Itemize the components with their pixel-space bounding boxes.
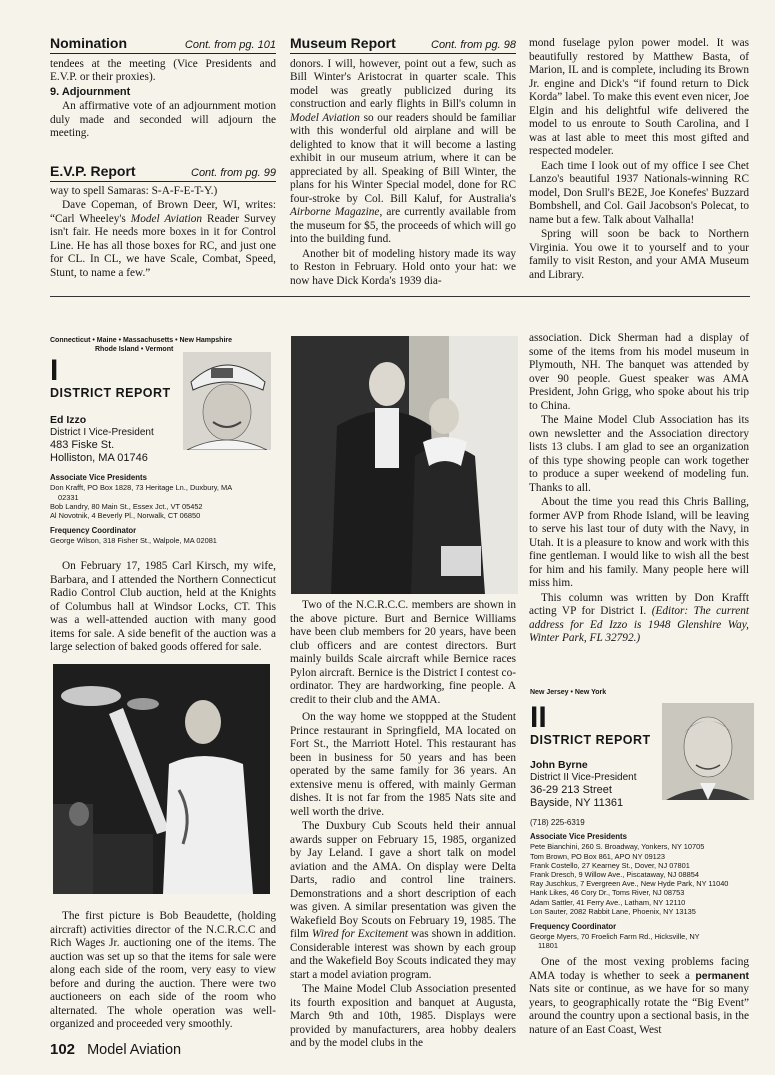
district2-heading: DISTRICT REPORT bbox=[530, 733, 651, 748]
district1-col3-p2: The Maine Model Club Association has its own newsletter and the Association directory lists 13 clubs. I am glad to see an organization of this type showing people can work together to produce a super weekend of modeling fun. Thanks to all. bbox=[529, 414, 749, 494]
auction-photo bbox=[53, 664, 270, 894]
john-byrne-photo bbox=[662, 703, 754, 800]
museum-section bbox=[290, 37, 516, 289]
district1-vp: Ed Izzo District I Vice-President 483 Fiske St. Holliston, MA 01746 bbox=[50, 414, 154, 465]
district1-col2 bbox=[290, 599, 516, 1052]
burt-bernice-photo bbox=[291, 336, 518, 594]
district1-assoc-list: Don Krafft, PO Box 1828, 73 Heritage Ln., Duxbury, MA 02331 Bob Landry, 80 Main St., Essex Jct., VT 05452 Al Novotnik, 4 Beverly Pl., Norwalk, CT 06850 bbox=[50, 483, 233, 521]
district2-freq-label: Frequency Coordinator bbox=[530, 922, 617, 932]
evp-p2: Dave Copeman, of Brown Deer, WI, writes: “Carl Wheeley's Model Aviation Reader Survey isn't fair. He needs more boxes in it for Control Line. He has all those boxes for RC, and just one for CL. In CL, we have Scale, Combat, Speed, Stunt, to name a few.” bbox=[50, 199, 276, 279]
evp-cont: Cont. from pg. 99 bbox=[191, 167, 276, 179]
nomination-item9: 9. Adjournment bbox=[50, 85, 131, 98]
district1-assoc-label: Associate Vice Presidents bbox=[50, 473, 147, 483]
museum-right-p2: Each time I look out of my office I see Chet Lanzo's beautiful 1937 Nationals-winning RC model, Don Srull's BE2E, Joe Konefes' Buzzard Bombshell, and Col. Gail Jacobson's Polecat, to name but a few. Talk about Valhalla! bbox=[529, 159, 749, 226]
district2-assoc-label: Associate Vice Presidents bbox=[530, 832, 627, 842]
district1-col3-p4: This column was written by Don Krafft acting VP for District I. (Editor: The current address for Ed Izzo is 1948 Glenshire Way, Winter Park, FL 32792.) bbox=[529, 591, 749, 644]
district1-col2-p2: On the way home we stoppped at the Student Prince restaurant in Springfield, MA located on Fort St., the Marriott Hotel. This restaurant has been in business for 50 years and has been operated by the same family for 36 years. An extensive menu is offered, with mainly German dishes. It is not far from the 1985 Nats site and well worth the drive. bbox=[290, 711, 516, 818]
district2-p1: One of the most vexing problems facing AMA today is whether to seek a permanent Nats site or continue, as we have for so many years, to geographically rotate the “Big Event” around the country upon a sectional basis, in the nature of an East Coast, West bbox=[529, 956, 749, 1036]
district2-body bbox=[529, 956, 749, 1038]
museum-p2: Another bit of modeling history made its way to Reston in February. Hold onto your hat: we now have Dick Korda's 1939 dia- bbox=[290, 247, 516, 287]
evp-header bbox=[50, 165, 276, 182]
district1-col1-p1: On February 17, 1985 Carl Kirsch, my wife, Barbara, and I attended the Northern Connecticut Radio Control Club auction, held at the Knights of Columbus hall at Windsor Locks, CT. This was a well-attended auction with many good items for sale. A side benefit of the auction was a large selection of baked goods offered for sale. bbox=[50, 560, 276, 653]
district1-col3-p1: association. Dick Sherman had a display of some of the items from his model museum in Plymouth, NH. The banquet was attended by over 90 people. Guest speaker was AMA President, John Grigg, who spoke about his trip to China. bbox=[529, 332, 749, 412]
burt-bernice-picture bbox=[291, 336, 518, 594]
auction-picture bbox=[53, 664, 270, 894]
district1-col1-bottom bbox=[50, 910, 276, 1033]
page-number: 102 bbox=[50, 1041, 76, 1058]
nomination-title: Nomination bbox=[50, 35, 127, 51]
section-divider bbox=[50, 296, 750, 297]
district2-phone: (718) 225-6319 bbox=[530, 818, 585, 828]
district1-states-1: Connecticut • Maine • Massachusetts • New Hampshire bbox=[50, 337, 233, 344]
district2-vp-name: John Byrne bbox=[530, 759, 588, 772]
magazine-name: Model Aviation bbox=[87, 1042, 182, 1058]
district2-assoc-list: Pete Bianchini, 260 S. Broadway, Yonkers, NY 10705 Tom Brown, PO Box 861, APO NY 09123 Frank Costello, 27 Kearney St., Dover, NJ 07801 Frank Dresch, 9 Willow Ave., Piscataway, NJ 08854 Ray Juschkus, 7 Evergreen Ave., New Hyde Park, NY 11040 Hank Likes, 46 Cory Dr., Toms River, NJ 08753 Adam Sattler, 41 Ferry Ave., Latham, NY 12110 Lon Sauter, 2082 Rabbit Lane, Phoenix, NY 13135 bbox=[530, 842, 729, 916]
district1-states-2: Rhode Island • Vermont bbox=[95, 346, 174, 354]
museum-cont: Cont. from pg. 98 bbox=[431, 39, 516, 51]
district1-col1-top bbox=[50, 560, 276, 656]
district1-vp-name: Ed Izzo bbox=[50, 414, 87, 427]
nomination-cont: Cont. from pg. 101 bbox=[184, 39, 276, 51]
museum-right-p1: mond fuselage pylon power model. It was beautifully restored by Matthew Basta, of Marion, IL and is complete, including its Brown Jr. engine and Dick's “if found return to Dick Korda” label. To make this event even nicer, Joe Elgin and his delightful wife delivered the model to us enroute to South Carolina, and I was at last able to meet this most gifted and respected modeler. bbox=[529, 37, 749, 157]
district1-col2-p3: The Duxbury Cub Scouts held their annual awards supper on February 15, 1985, organized by Jay Leland. I gave a short talk on model aviation and the AMA. On display were Delta Darts, radio and control line trainers. Demonstrations and a short description of each was given. A similar presentation was given the Wakefield Boy Scouts on February 19, 1985. The film Wired for Excitement was shown in addition. Considerable interest was shown by each group and the Wakefield Boy Scouts indicated they may start a model aviation program. bbox=[290, 820, 516, 981]
ed-izzo-portrait bbox=[183, 352, 271, 450]
district1-numeral: I bbox=[50, 354, 59, 388]
nomination-header bbox=[50, 37, 276, 54]
district1-freq-label: Frequency Coordinator bbox=[50, 526, 137, 536]
museum-continued bbox=[529, 37, 749, 283]
district2-freq: George Myers, 70 Froelich Farm Rd., Hicksville, NY 11801 bbox=[530, 932, 700, 951]
museum-right-p3: Spring will soon be back to Northern Virginia. You owe it to yourself and to your family to visit Reston, and your AMA Museum and Library. bbox=[529, 228, 749, 281]
district1-col1-p2: The first picture is Bob Beaudette, (holding aircraft) activities director of the N.C.R.C.C and Rich Wages Jr. auctioning one of the items. The auction was set up so that the items for sale were along each side of the room, very easy to view before and during the auction. There were two auctioneers on each side of the room who alternated. The whole operation was well-organized and proceeded very smoothly. bbox=[50, 910, 276, 1030]
nomination-section bbox=[50, 37, 276, 142]
museum-title: Museum Report bbox=[290, 35, 396, 51]
nomination-p1: tendees at the meeting (Vice Presidents and E.V.P. or their proxies). bbox=[50, 57, 276, 83]
evp-section bbox=[50, 165, 276, 281]
district1-col3 bbox=[529, 332, 749, 647]
page-footer bbox=[50, 1041, 181, 1058]
evp-p1: way to spell Samaras: S-A-F-E-T-Y.) bbox=[50, 184, 218, 197]
district1-col2-p4: The Maine Model Club Association presented its fourth exposition and banquet at Augusta, March 9th and 10th, 1985. Displays were provided by manufacturers, area hobby dealers and by the model clubs in the bbox=[290, 983, 516, 1049]
evp-title: E.V.P. Report bbox=[50, 163, 136, 179]
ed-izzo-photo bbox=[183, 352, 271, 450]
district1-col3-p3: About the time you read this Chris Balling, former AVP from Rhode Island, will be leaving to serve his last tour of duty with the Navy, in Utah. It is a pleasure to know and work with this fine gentleman. I would like to wish all the best for him and his family. Many people here will miss him. bbox=[529, 496, 749, 589]
museum-header bbox=[290, 37, 516, 54]
district1-heading: DISTRICT REPORT bbox=[50, 386, 171, 401]
district2-numeral: II bbox=[530, 701, 547, 735]
john-byrne-portrait bbox=[662, 703, 754, 800]
district2-states: New Jersey • New York bbox=[530, 689, 607, 696]
district2-vp: John Byrne District II Vice-President 36-29 213 Street Bayside, NY 11361 bbox=[530, 759, 637, 810]
nomination-p2: An affirmative vote of an adjournment motion duly made and seconded will adjourn the meeting. bbox=[50, 100, 276, 139]
museum-p1: donors. I will, however, point out a few, such as Bill Winter's Aristocrat in quarter scale. This model was greatly publicized during its construction and early flights in Bill's column in Model Aviation so our readers should be familiar with this wonderful old airplane and will be delighted to know that it will become a lasting exhibit in our museum atrium, where it can be appreciated by all. Speaking of Bill Winter, the plans for his Winter Special model, done for RC four-stroke by Col. Bill Kaluf, for Australia's Airborne Magazine, are currently available from the museum for $5, the proceeds of which will go into the building fund. bbox=[290, 57, 516, 245]
district1-col2-p1: Two of the N.C.R.C.C. members are shown in the above picture. Burt and Bernice Williams have been club members for 20 years, have been club officers and are contest directors. Burt mainly builds Scale aircraft while Bernice races Pylon aircraft. Bernice is the District I contest co-ordinator. They are hardworking, fine people. A credit to their club and the AMA. bbox=[290, 599, 516, 706]
district1-freq: George Wilson, 318 Fisher St., Walpole, MA 02081 bbox=[50, 536, 217, 546]
